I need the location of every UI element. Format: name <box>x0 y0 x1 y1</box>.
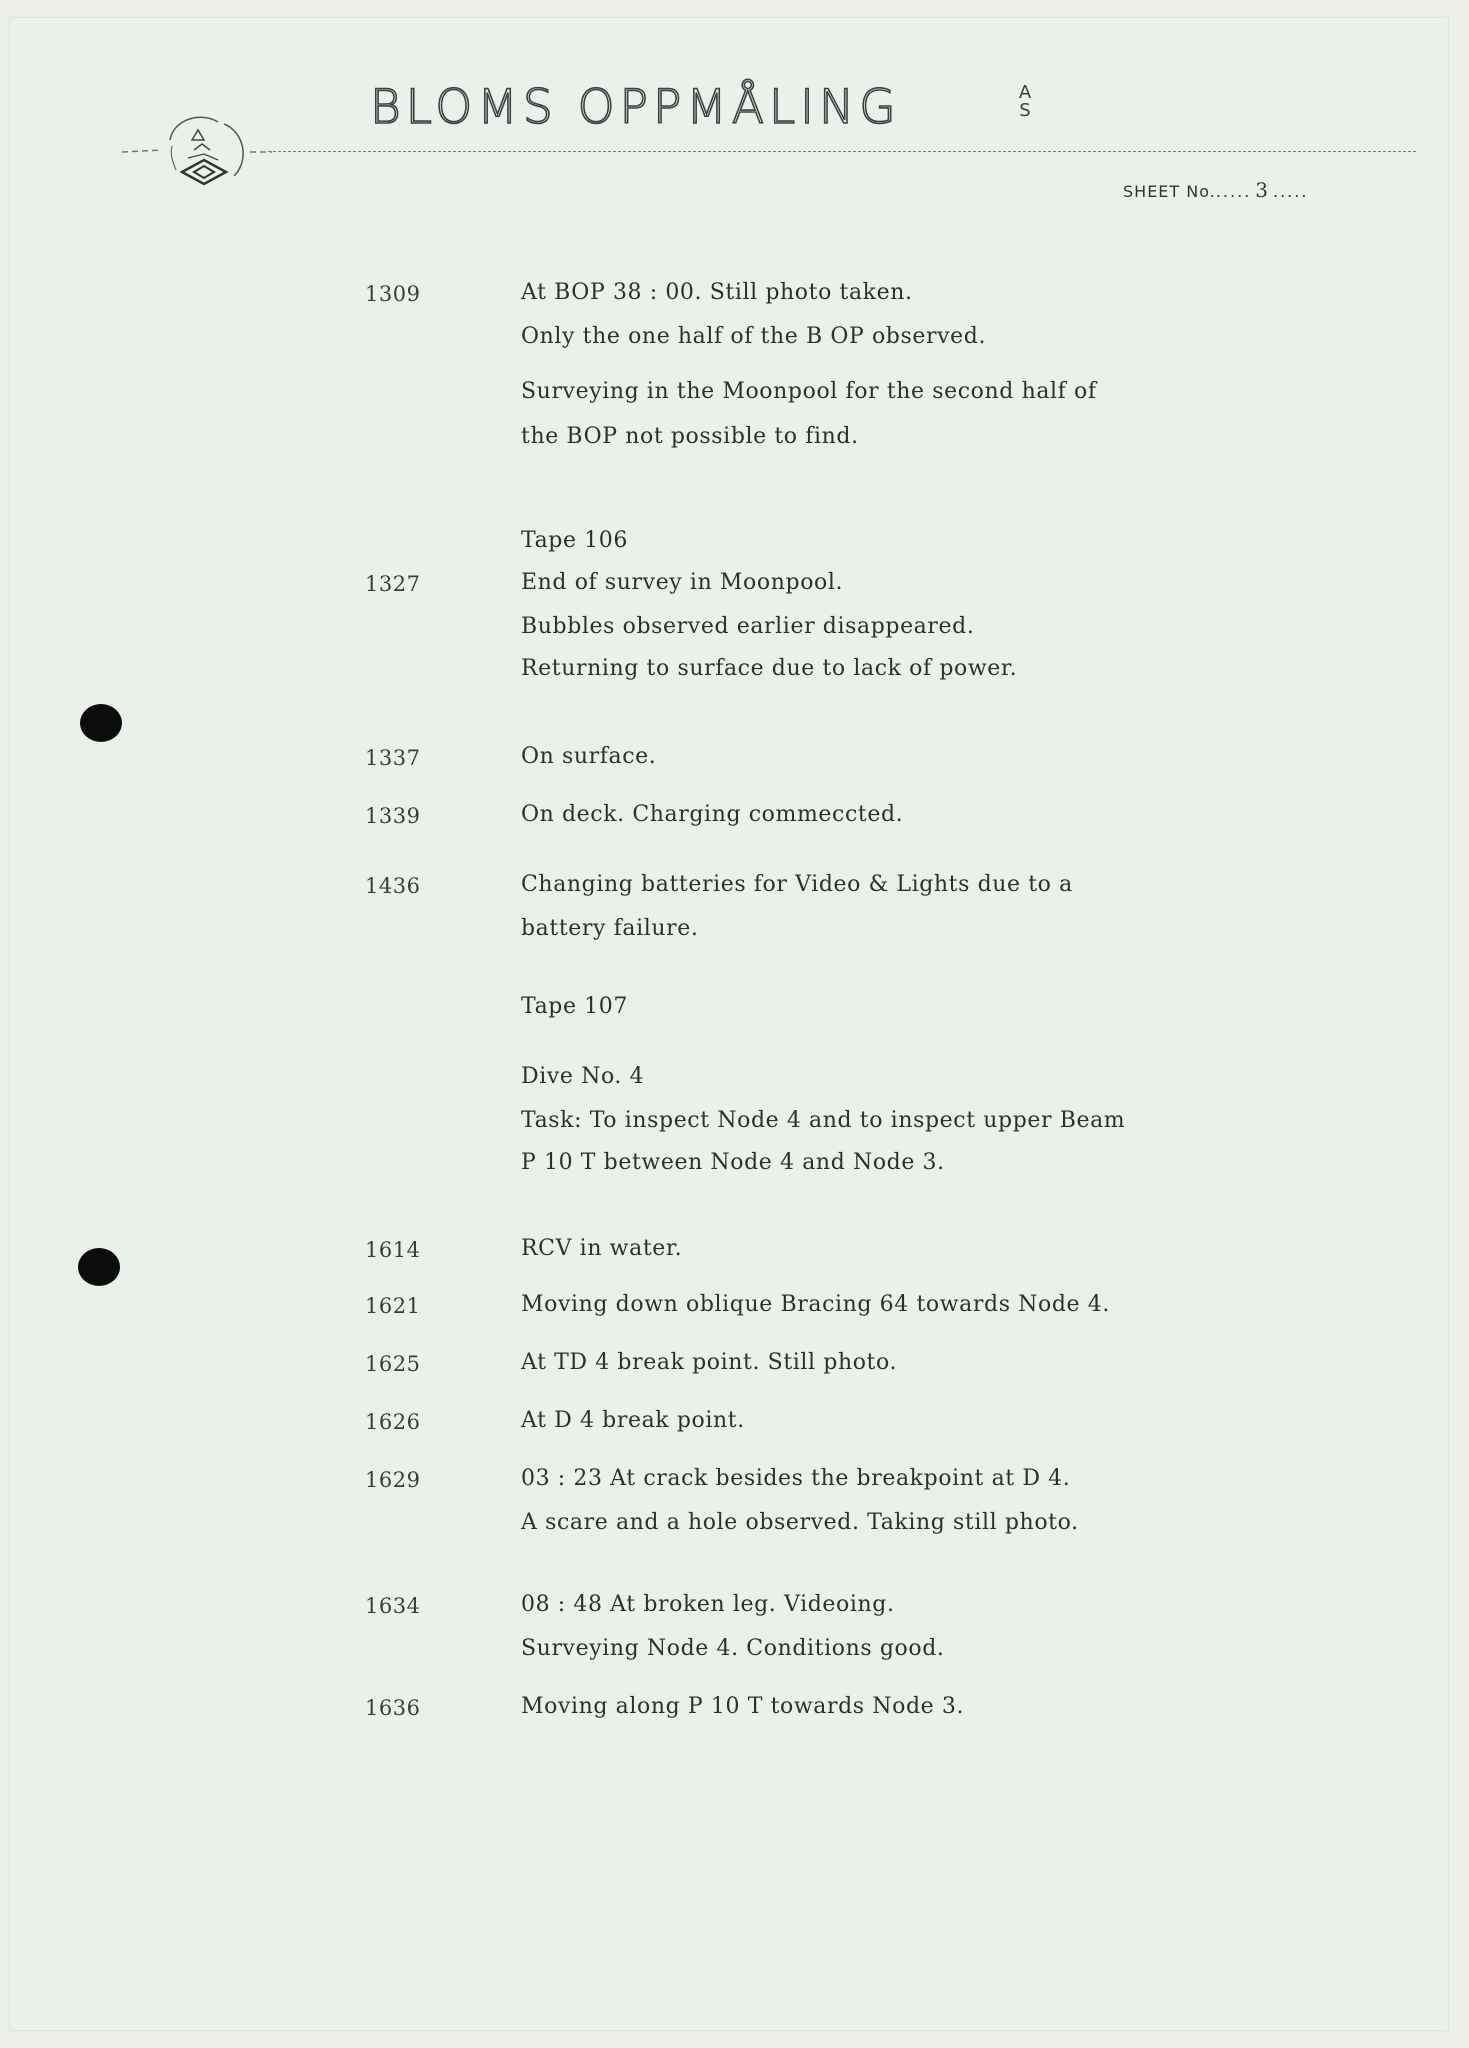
entry-text: Surveying in the Moonpool for the second half of <box>521 379 1097 404</box>
entry-text: Only the one half of the B OP observed. <box>521 324 987 349</box>
entry-time: 1634 <box>365 1594 421 1618</box>
entry-time: 1436 <box>365 874 421 898</box>
entry-text: RCV in water. <box>521 1236 683 1261</box>
entry-time: 1629 <box>365 1468 421 1492</box>
entry-text: End of survey in Moonpool. <box>521 570 844 595</box>
document-page <box>10 18 1448 2030</box>
sheet-number-value: 3 <box>1255 178 1269 202</box>
company-name: BLOMS OPPMÅLING <box>370 80 901 135</box>
entry-text: At BOP 38 : 00. Still photo taken. <box>521 280 913 305</box>
entry-text: the BOP not possible to find. <box>521 424 859 449</box>
entry-time: 1621 <box>365 1294 421 1318</box>
entry-text: Changing batteries for Video & Lights due to a <box>521 872 1073 897</box>
entry-time: 1309 <box>365 282 421 306</box>
company-suffix <box>1016 84 1034 120</box>
entry-text: At D 4 break point. <box>521 1408 745 1433</box>
company-suffix-a: A <box>1018 82 1032 103</box>
entry-text: Tape 106 <box>521 528 628 553</box>
punch-hole <box>78 1248 120 1286</box>
entry-text: Task: To inspect Node 4 and to inspect upper Beam <box>521 1108 1126 1133</box>
punch-hole <box>80 704 122 742</box>
sheet-dots-before: ..... <box>1215 182 1252 201</box>
entry-text: 03 : 23 At crack besides the breakpoint at D 4. <box>521 1466 1071 1491</box>
entry-time: 1626 <box>365 1410 421 1434</box>
sheet-number <box>1123 178 1308 202</box>
entry-text: Tape 107 <box>521 994 628 1019</box>
entry-text: At TD 4 break point. Still photo. <box>521 1350 898 1375</box>
entry-time: 1625 <box>365 1352 421 1376</box>
company-seal-logo <box>122 110 272 200</box>
entry-text: Bubbles observed earlier disappeared. <box>521 614 975 639</box>
entry-text: Surveying Node 4. Conditions good. <box>521 1636 945 1661</box>
entry-time: 1636 <box>365 1696 421 1720</box>
sheet-label: SHEET No. <box>1123 182 1216 201</box>
sheet-dots-after: ..... <box>1273 182 1309 201</box>
entry-text: 08 : 48 At broken leg. Videoing. <box>521 1592 895 1617</box>
company-suffix-s: S <box>1019 100 1031 121</box>
entry-text: Moving along P 10 T towards Node 3. <box>521 1694 965 1719</box>
entry-text: battery failure. <box>521 916 699 941</box>
entry-time: 1339 <box>365 804 421 828</box>
entry-text: Dive No. 4 <box>521 1064 645 1089</box>
entry-time: 1337 <box>365 746 421 770</box>
entry-text: Returning to surface due to lack of power. <box>521 656 1018 681</box>
entry-text: On surface. <box>521 744 657 769</box>
entry-time: 1327 <box>365 572 421 596</box>
entry-text: Moving down oblique Bracing 64 towards Node 4. <box>521 1292 1110 1317</box>
entry-text: On deck. Charging commeccted. <box>521 802 904 827</box>
header-rule <box>268 151 1416 152</box>
entry-text: A scare and a hole observed. Taking still photo. <box>521 1510 1079 1535</box>
entry-time: 1614 <box>365 1238 421 1262</box>
entry-text: P 10 T between Node 4 and Node 3. <box>521 1150 945 1175</box>
